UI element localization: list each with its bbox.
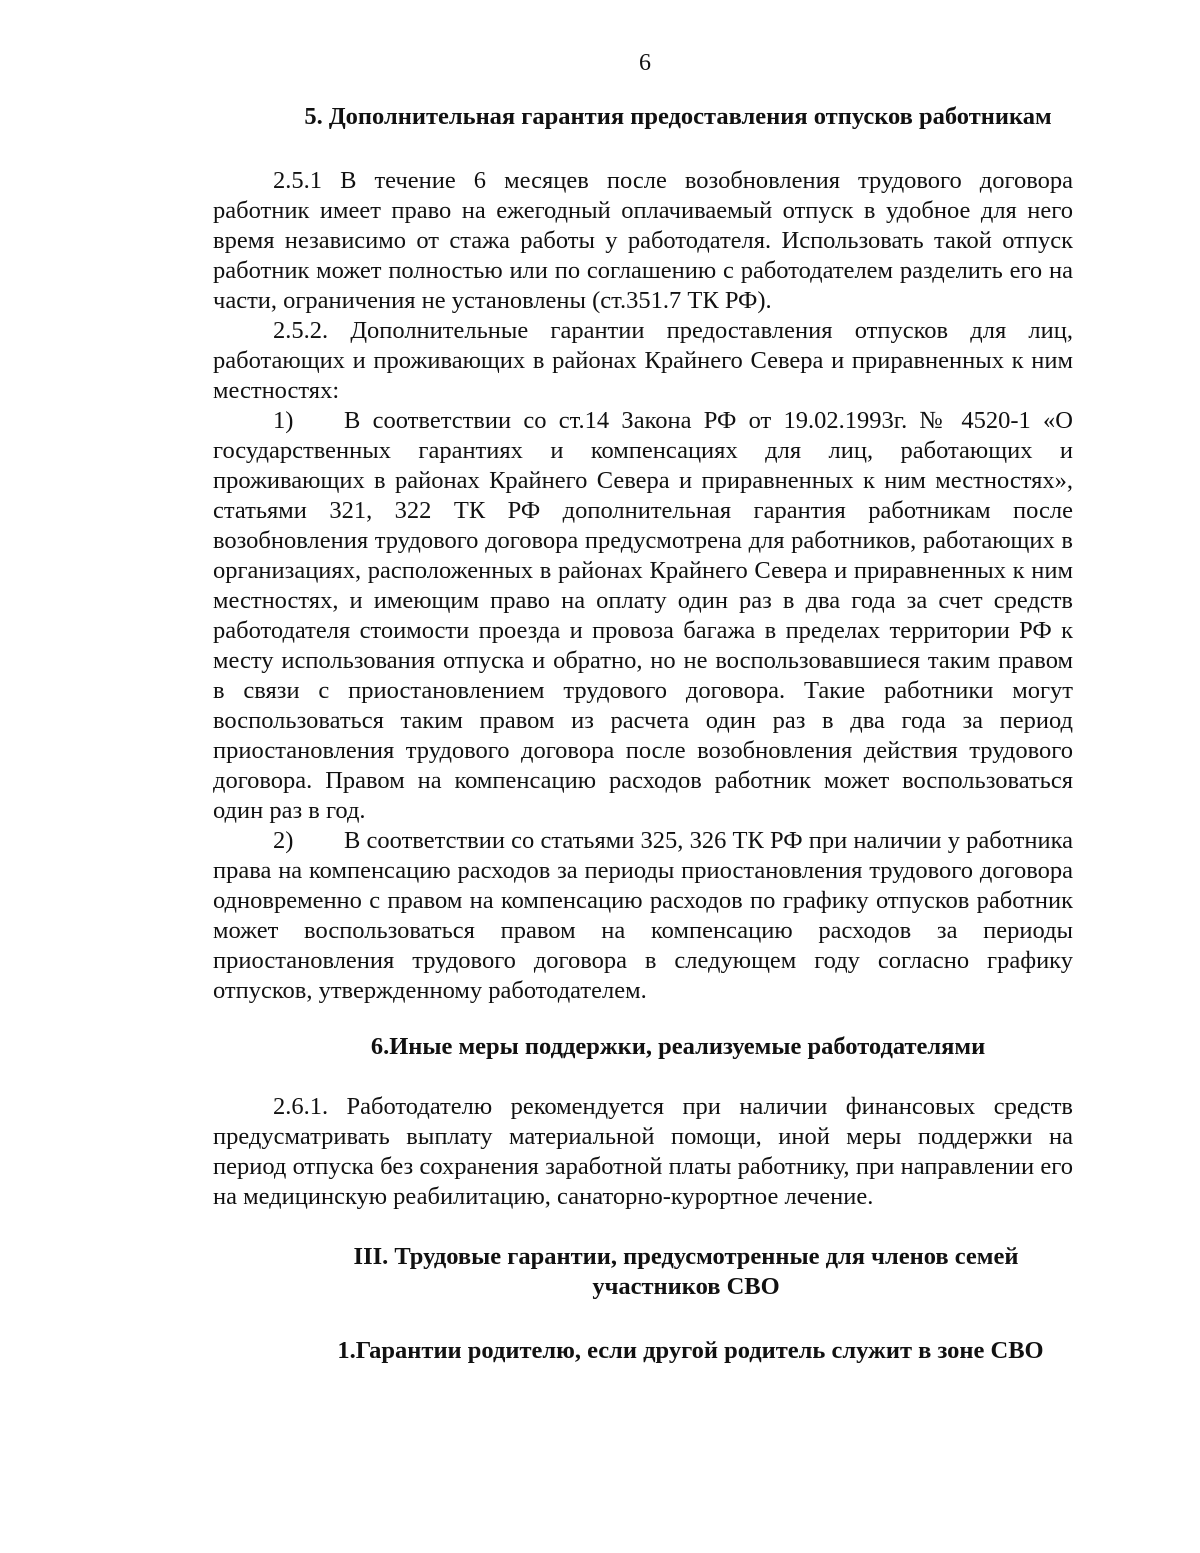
paragraph-2-5-1: 2.5.1 В течение 6 месяцев после возобновления трудового договора работник имеет право на ежегодный оплачиваемый отпуск в удобное для него время независимо от стажа работы у работодателя. Использовать такой отпуск работник может полностью или по соглашению с работодателем разделить его на части, ограничения не установлены (ст.351.7 ТК РФ).	[213, 167, 1073, 314]
document-body	[213, 102, 1073, 1366]
paragraph-2-6-1: 2.6.1. Работодателю рекомендуется при наличии финансовых средств предусматривать выплату материальной помощи, иной меры поддержки на период отпуска без сохранения заработной платы работнику, при направлении его на медицинскую реабилитацию, санаторно-курортное лечение.	[213, 1093, 1073, 1210]
page-number: 6	[639, 50, 651, 76]
section-6-heading: 6.Иные меры поддержки, реализуемые работодателями	[370, 1033, 986, 1060]
list-item	[213, 826, 1073, 1006]
list-item-number: 1)	[273, 407, 294, 434]
part-3-subheading: 1.Гарантии родителю, если другой родитель служит в зоне СВО	[337, 1337, 1044, 1364]
list-item	[213, 406, 1073, 826]
list-item-text: В соответствии со ст.14 Закона РФ от 19.02.1993г. № 4520-1 «О государственных гарантиях и компенсациях для лиц, работающих и проживающих в районах Крайнего Севера и приравненных к ним местностях», статьями 321, 322 ТК РФ дополнительная гарантия работникам после возобновления трудового договора предусмотрена для работников, работающих в организациях, расположенных в районах Крайнего Севера и приравненных к ним местностях, и имеющим право на оплату один раз в два года за счет средств работодателя стоимости проезда и провоза багажа в пределах территории РФ к месту использования отпуска и обратно, но не воспользовавшиеся таким правом в связи с приостановлением трудового договора. Такие работники могут воспользоваться таким правом из расчета один раз в два года за период приостановления трудового договора после возобновления действия трудового договора. Правом на компенсацию расходов работник может воспользоваться один раз в год.	[213, 407, 1073, 824]
part-3-heading-line-1: III. Трудовые гарантии, предусмотренные для членов семей	[353, 1243, 1019, 1270]
paragraph-2-5-2: 2.5.2. Дополнительные гарантии предоставления отпусков для лиц, работающих и проживающих в районах Крайнего Севера и приравненных к ним местностях:	[213, 317, 1073, 404]
section-5-heading: 5. Дополнительная гарантия предоставления отпусков работникам	[304, 103, 1052, 130]
part-3-heading-line-2: участников СВО	[592, 1273, 780, 1300]
list-item-number: 2)	[273, 827, 294, 854]
part-3-heading	[213, 1242, 1073, 1302]
list-item-text: В соответствии со статьями 325, 326 ТК РФ при наличии у работника права на компенсацию расходов за периоды приостановления трудового договора одновременно с правом на компенсацию расходов по графику отпусков работник может воспользоваться правом на компенсацию расходов за периоды приостановления трудового договора в следующем году согласно графику отпусков, утвержденному работодателем.	[213, 827, 1073, 1004]
